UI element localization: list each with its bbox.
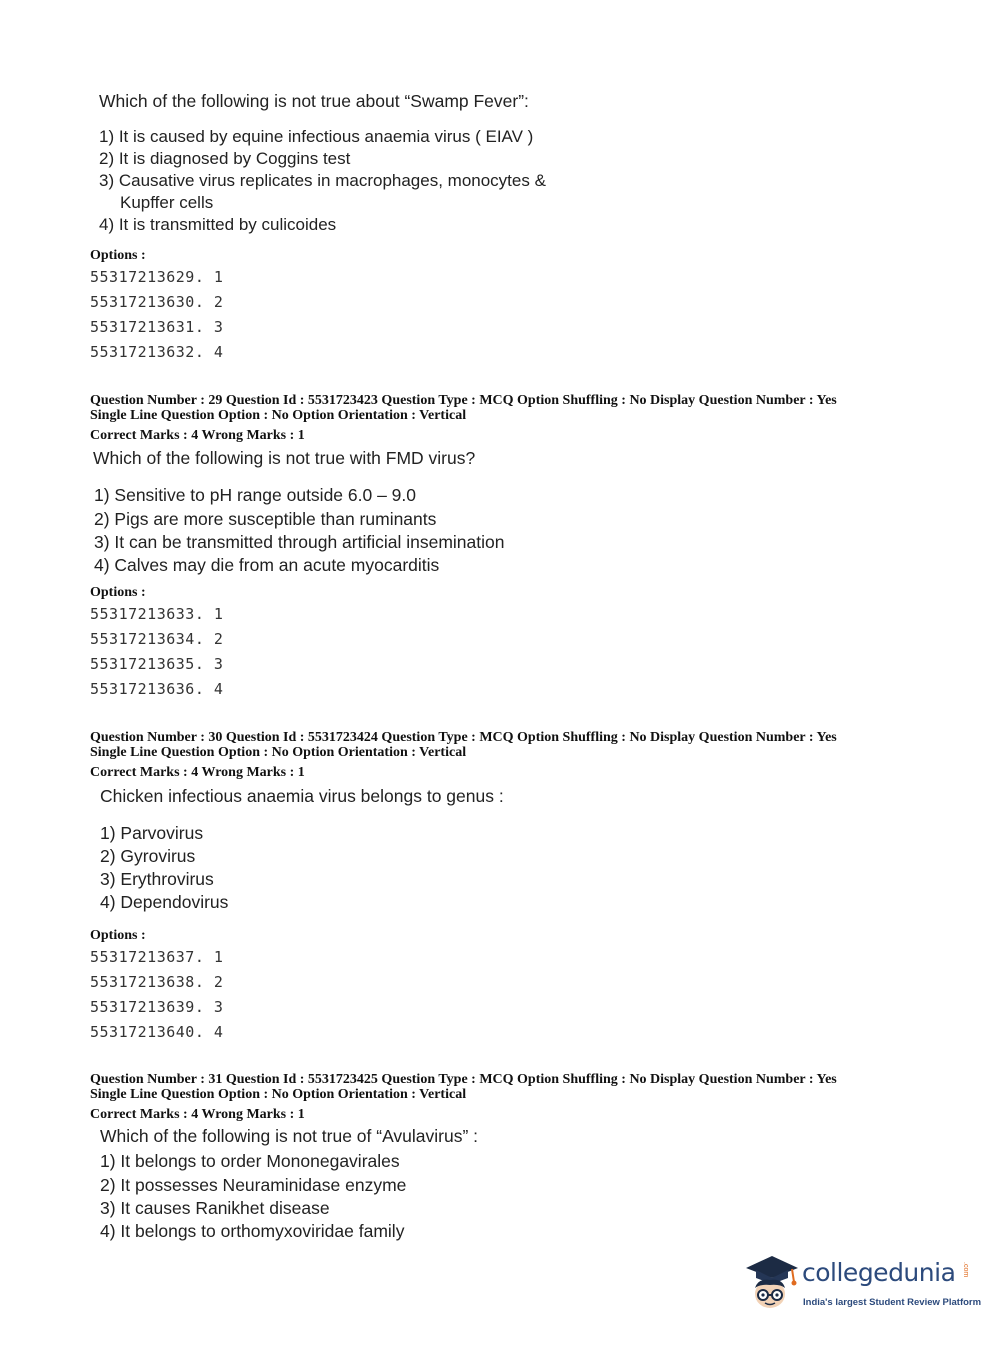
collegedunia-logo[interactable] [740, 1250, 982, 1320]
option-id: 55317213637. 1 [90, 948, 224, 966]
question-text: Which of the following is not true with FMD virus? [93, 448, 476, 468]
question-meta: Question Number : 29 Question Id : 5531723423 Question Type : MCQ Option Shuffling : No Display Question Number : Yes [90, 393, 837, 408]
options-label: Options : [90, 248, 146, 263]
choice-3: 3) It can be transmitted through artificial insemination [94, 532, 505, 552]
option-id: 55317213632. 4 [90, 343, 224, 361]
choice-1: 1) Parvovirus [100, 823, 204, 843]
choice-3: 3) It causes Ranikhet disease [100, 1198, 330, 1218]
question-marks: Correct Marks : 4 Wrong Marks : 1 [90, 428, 305, 443]
choice-2: 2) It possesses Neuraminidase enzyme [100, 1175, 407, 1195]
logo-suffix: .com [962, 1262, 969, 1278]
choice-3-continued: Kupffer cells [120, 193, 214, 212]
choice-2: 2) Pigs are more susceptible than ruminants [94, 509, 437, 529]
question-meta-options: Single Line Question Option : No Option Orientation : Vertical [90, 745, 467, 760]
mascot-icon [740, 1250, 802, 1312]
option-id: 55317213631. 3 [90, 318, 224, 336]
choice-1: 1) It belongs to order Mononegavirales [100, 1151, 400, 1171]
question-marks: Correct Marks : 4 Wrong Marks : 1 [90, 765, 305, 780]
option-id: 55317213638. 2 [90, 973, 224, 991]
choice-3: 3) Causative virus replicates in macrophages, monocytes & [99, 171, 546, 190]
option-id: 55317213629. 1 [90, 268, 224, 286]
choice-4: 4) It is transmitted by culicoides [99, 215, 337, 234]
question-meta: Question Number : 30 Question Id : 5531723424 Question Type : MCQ Option Shuffling : No Display Question Number : Yes [90, 730, 837, 745]
option-id: 55317213639. 3 [90, 998, 224, 1016]
choice-4: 4) Dependovirus [100, 892, 229, 912]
option-id: 55317213634. 2 [90, 630, 224, 648]
choice-2: 2) It is diagnosed by Coggins test [99, 149, 351, 168]
option-id: 55317213636. 4 [90, 680, 224, 698]
logo-name: collegedunia [802, 1258, 956, 1287]
option-id: 55317213633. 1 [90, 605, 224, 623]
choice-1: 1) Sensitive to pH range outside 6.0 – 9.0 [94, 485, 417, 505]
choice-4: 4) It belongs to orthomyxoviridae family [100, 1221, 405, 1241]
options-label: Options : [90, 928, 146, 943]
question-text: Chicken infectious anaemia virus belongs to genus : [100, 786, 504, 806]
choice-3: 3) Erythrovirus [100, 869, 214, 889]
option-id: 55317213630. 2 [90, 293, 224, 311]
choice-2: 2) Gyrovirus [100, 846, 196, 866]
logo-tagline: India's largest Student Review Platform [803, 1297, 982, 1308]
choice-1: 1) It is caused by equine infectious anaemia virus ( EIAV ) [99, 127, 534, 146]
question-text: Which of the following is not true of “Avulavirus” : [100, 1126, 479, 1146]
question-text: Which of the following is not true about “Swamp Fever”: [99, 91, 529, 111]
question-meta-options: Single Line Question Option : No Option Orientation : Vertical [90, 1087, 467, 1102]
option-id: 55317213635. 3 [90, 655, 224, 673]
options-label: Options : [90, 585, 146, 600]
question-meta: Question Number : 31 Question Id : 5531723425 Question Type : MCQ Option Shuffling : No Display Question Number : Yes [90, 1072, 837, 1087]
choice-4: 4) Calves may die from an acute myocarditis [94, 555, 440, 575]
question-meta-options: Single Line Question Option : No Option Orientation : Vertical [90, 408, 467, 423]
option-id: 55317213640. 4 [90, 1023, 224, 1041]
question-marks: Correct Marks : 4 Wrong Marks : 1 [90, 1107, 305, 1122]
